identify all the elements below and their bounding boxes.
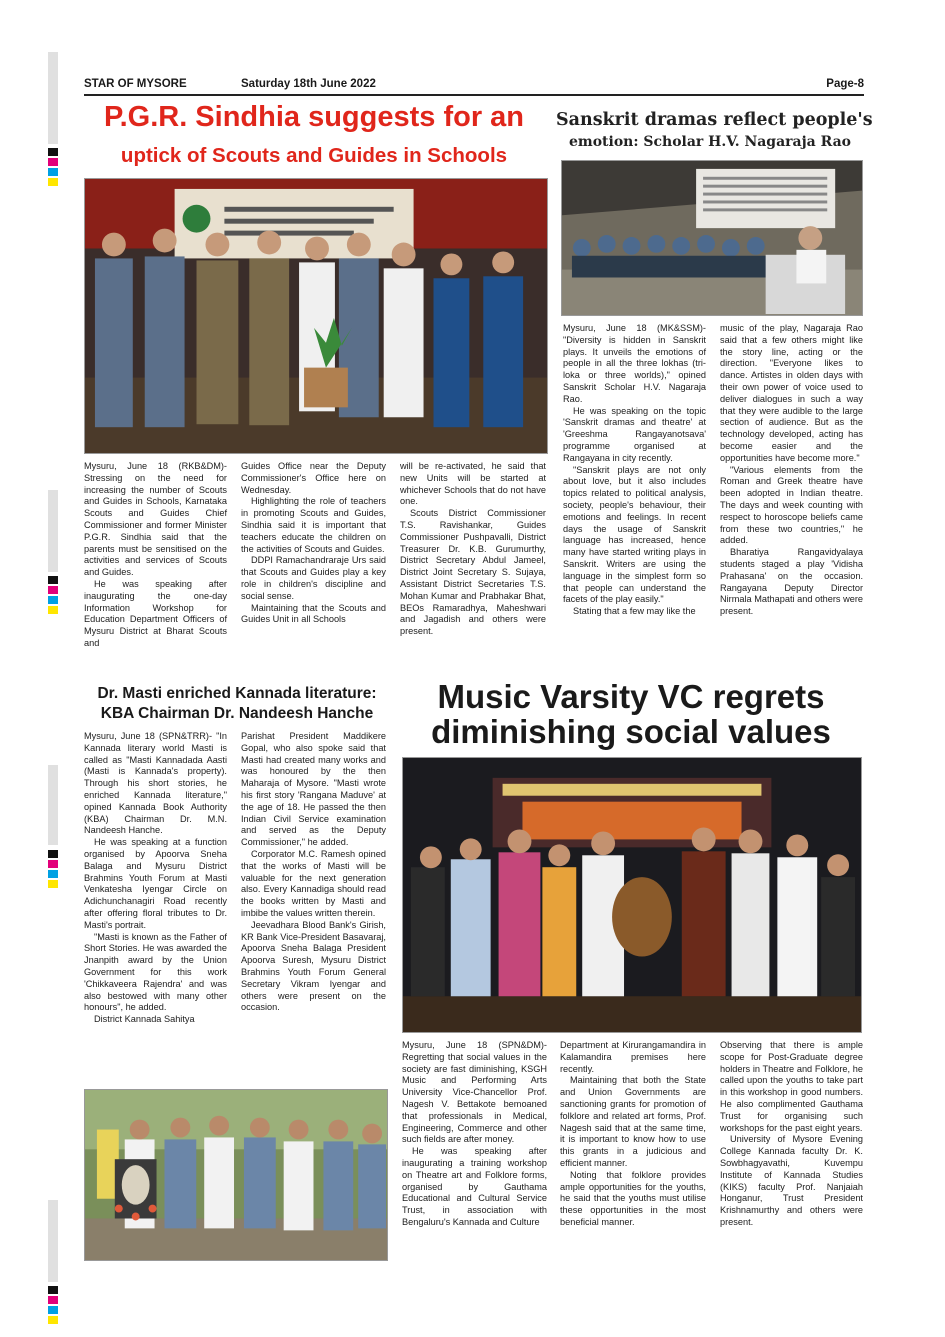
paragraph: "Sanskrit plays are not only about love, but it also includes topics related to political analysis, society, people's behaviour, their emotions and feelings. In recent days the usage of Sanskrit language has increased, hence many have started writing plays in Sanskrit. Writers are using the language in the simplest form so that people can understand the facets of the play easily.": [563, 464, 706, 605]
registration-mark-yellow: [48, 1316, 58, 1324]
masthead-rule: [84, 94, 864, 96]
story3-headline-line2: KBA Chairman Dr. Nandeesh Hanche: [100, 705, 374, 722]
paragraph: Guides Office near the Deputy Commissioner's Office here on Wednesday.: [241, 461, 386, 495]
paragraph: "Various elements from the Roman and Greek theatre have been adopted in Indian theatre. The days and week counting with respect to horoscope beliefs came from these two countries," he added.: [720, 464, 863, 546]
story2-column-1: [563, 323, 706, 618]
registration-mark-black: [48, 148, 58, 156]
registration-mark-black: [48, 850, 58, 858]
paragraph: will be re-activated, he said that new Units will be started at whichever Schools that do not have one.: [400, 461, 546, 507]
story1-headline-line2: uptick of Scouts and Guides in Schools: [120, 144, 508, 167]
story3-column-2: [241, 731, 386, 1014]
story4-photo: [402, 757, 862, 1033]
story2-headline-line1: Sanskrit dramas reflect people's: [556, 110, 873, 130]
registration-bar-mid: [48, 490, 58, 572]
paragraph: Corporator M.C. Ramesh opined that the works of Masti will be valuable for the next generation also. Every Kannadiga should read the books written by Masti and imbibe the values written therein.: [241, 848, 386, 918]
story1-headline-line1: P.G.R. Sindhia suggests for an: [103, 101, 525, 133]
story1-column-3: [400, 461, 546, 638]
story3-headline-line1: Dr. Masti enriched Kannada literature:: [97, 685, 377, 702]
story4-column-3: [720, 1040, 863, 1229]
registration-mark-yellow: [48, 178, 58, 186]
story1-photo: [84, 178, 548, 454]
stage-photo-icon: [403, 758, 861, 1032]
page-number: Page-8: [826, 78, 864, 90]
issue-date: Saturday 18th June 2022: [241, 78, 376, 90]
registration-mark-cyan: [48, 1306, 58, 1314]
paragraph: Maintaining that the Scouts and Guides Unit in all Schools: [241, 602, 386, 625]
registration-mark-yellow: [48, 606, 58, 614]
paragraph: Noting that folklore provides ample opportunities for the youths, he said that the youths must utilise these opportunities in the most beneficial manner.: [560, 1169, 706, 1227]
group-photo-icon: [85, 179, 547, 453]
story4-column-1: [402, 1040, 547, 1229]
story2-photo: [561, 160, 863, 316]
registration-bar-lower: [48, 765, 58, 845]
paragraph: District Kannada Sahitya: [94, 1014, 195, 1025]
paragraph: Department at Kirurangamandira in Kalamandira premises here recently.: [560, 1040, 706, 1074]
audience-photo-icon: [562, 161, 862, 315]
paragraph: Mysuru, June 18 (SPN&DM)- Regretting that social values in the society are fast diminishing, KSGH Music and Performing Arts University Vice-Chancellor Prof. Nagesh V. Bettakote bemoaned that professionals in Medical, Engineering, Commerce and other such fields are after money.: [402, 1040, 547, 1145]
registration-mark-black: [48, 576, 58, 584]
paragraph: music of the play, Nagaraja Rao said that a few others might like the story line, acting or the direction. "Everyone likes to dance. Artistes in olden days with their own power of voice used to deliver dialogues in such a way that they were audible to the large section of audience. But as the technology developed, acting has become easier and the opportunities have become more.": [720, 323, 863, 463]
story3-column-1: [84, 731, 227, 1026]
story1-column-2: [241, 461, 386, 626]
paragraph: Bharatiya Rangavidyalaya students staged a play 'Vidisha Prahasana' on the occasion. Rangayana Deputy Director Nirmala Mathapati and others were present.: [720, 547, 863, 617]
story4-column-2: [560, 1040, 706, 1229]
paragraph: Observing that there is ample scope for Post-Graduate degree holders in Theatre and Folklore, he called upon the youths to take part in this workshop in good numbers. He also complimented Gauthama Trust for organising such workshops for the past eight years.: [720, 1040, 863, 1133]
paragraph: "Masti is known as the Father of Short Stories. He was awarded the Jnanpith award by the Union Government for this work 'Chikkaveera Rajendra' and was also bestowed with many other honours", he added.: [84, 931, 227, 1013]
registration-mark-magenta: [48, 158, 58, 166]
registration-mark-cyan: [48, 870, 58, 878]
paragraph: University of Mysore Evening College Kannada faculty Dr. K. Sowbhagyavathi, Kuvempu Institute of Kannada Studies (KIKS) faculty Prof. Nanjaiah Honganur, Trust President Krishnamurthy and others were present.: [720, 1134, 863, 1227]
paragraph: Mysuru, June 18 (SPN&TRR)- "In Kannada literary world Masti is called as "Masti Kannadada Aasti (Masti is Kannada's property). Through his short stories, he enriched Kannada literature," opined Kannada Book Authority (KBA) Chairman Dr. M.N. Nandeesh Hanche.: [84, 731, 227, 836]
story2-headline-line2: emotion: Scholar H.V. Nagaraja Rao: [568, 134, 851, 150]
registration-bar-top: [48, 52, 58, 144]
paragraph: Parishat President Maddikere Gopal, who also spoke said that Masti had created many works and was honoured by the then Maharaja of Mysore. "Masti wrote his first story 'Rangana Maduve' at the age of 18. He passed the then Indian Civil Service examination and served as the Deputy Commissioner," he added.: [241, 731, 386, 848]
paragraph: Jeevadhara Blood Bank's Girish, KR Bank Vice-President Basavaraj, Apoorva Sneha Balaga President Apoorva Suresh, Mysuru District Brahmins Youth Forum General Secretary Vikram Iyengar and others were present on the occasion.: [241, 919, 386, 1013]
paragraph: Stating that a few may like the: [573, 606, 696, 617]
story4-headline-line2: diminishing social values: [431, 713, 831, 750]
paragraph: DDPI Ramachandraraje Urs said that Scouts and Guides play a key role in children's discipline and social sense.: [241, 555, 386, 601]
story3-photo: [84, 1089, 388, 1261]
paragraph: Highlighting the role of teachers in promoting Scouts and Guides, Sindhia said it is important that teachers educate the children on the activities of Scouts and Guides.: [241, 496, 386, 554]
paragraph: Mysuru, June 18 (MK&SSM)- "Diversity is hidden in Sanskrit plays. It unveils the emotions of people in all the three lokhas (tri-loka or three worlds)," opined Sanskrit Scholar H.V. Nagaraja Rao.: [563, 323, 706, 404]
paper-name: STAR OF MYSORE: [84, 78, 187, 90]
registration-mark-magenta: [48, 1296, 58, 1304]
story4-headline-line1: Music Varsity VC regrets: [437, 678, 825, 715]
paragraph: He was speaking at a function organised by Apoorva Sneha Balaga and Mysuru District Brahmins Youth Forum at Masti Venkatesha Iyengar Circle on Adichunchanagiri Road recently after offering floral tributes to Dr. Masti's portrait.: [84, 837, 227, 930]
paragraph: He was speaking after inaugurating the one-day Information Workshop for Education Department Officers of Mysuru District at Bharat Scouts and: [84, 578, 227, 648]
registration-mark-magenta: [48, 860, 58, 868]
registration-bar-bottom: [48, 1200, 58, 1282]
tribute-photo-icon: [85, 1090, 387, 1260]
paragraph: Mysuru, June 18 (RKB&DM)- Stressing on the need for increasing the number of Scouts and Guides in Schools, Karnataka Scouts and Guides Chief Commissioner and former Minister P.G.R. Sindhia said that the parents must be sensitised on the activities and services of Scouts and Guides.: [84, 461, 227, 578]
paragraph: Scouts District Commissioner T.S. Ravishankar, Guides Commissioner Pushpavalli, District Treasurer Dr. K.B. Gurumurthy, District Secretary Abdul Jameel, District Joint Secretary S. Sujaya, Assistant District Secretaries T.S. Mohan Kumar and Prabhakar Bhat, BEOs Ramaradhya, Maheshwari and Jagadish and others were present.: [400, 508, 546, 637]
registration-mark-cyan: [48, 596, 58, 604]
masthead: [84, 78, 864, 94]
story2-column-2: [720, 323, 863, 618]
registration-mark-magenta: [48, 586, 58, 594]
story1-column-1: [84, 461, 227, 650]
paragraph: Maintaining that both the State and Union Governments are sanctioning grants for promotion of folklore and related art forms, Prof. Nagesh said that at the same time, it is important to know how to use this grants in a judicious and efficient manner.: [560, 1075, 706, 1168]
paragraph: He was speaking after inaugurating a training workshop on Theatre art and Folklore forms, organised by Gauthama Educational and Cultural Service Trust, in association with Bengaluru's Kannada and Culture: [402, 1146, 547, 1227]
registration-mark-yellow: [48, 880, 58, 888]
registration-mark-black: [48, 1286, 58, 1294]
paragraph: He was speaking on the topic 'Sanskrit dramas and theatre' at 'Greeshma Rangayanotsava' programme organised at Rangayana in city recently.: [563, 405, 706, 463]
registration-mark-cyan: [48, 168, 58, 176]
